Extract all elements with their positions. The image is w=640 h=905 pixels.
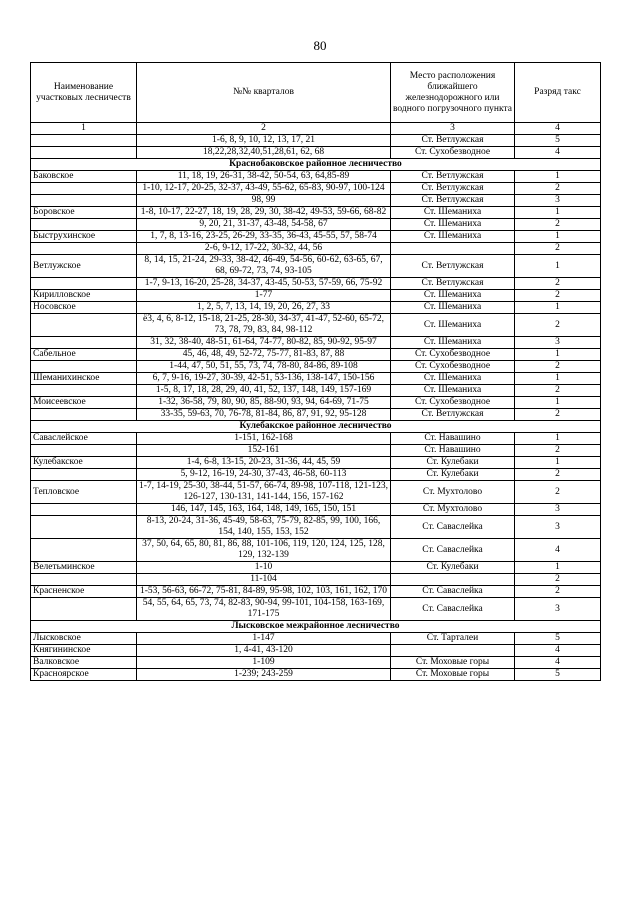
quarters-cell: 1-109 <box>137 657 391 669</box>
forestry-name-cell: Сабельное <box>31 349 137 361</box>
table-row <box>31 361 601 373</box>
section-row <box>31 621 601 633</box>
quarters-cell: 11, 18, 19, 26-31, 38-42, 50-54, 63, 64,85-89 <box>137 171 391 183</box>
forestry-name-cell <box>31 243 137 255</box>
column-number: 1 <box>31 123 137 135</box>
quarters-cell: 18,22,28,32,40,51,28,61, 62, 68 <box>137 147 391 159</box>
quarters-cell: 1-239; 243-259 <box>137 669 391 681</box>
table-row <box>31 255 601 278</box>
tax-category-cell: 3 <box>515 337 601 349</box>
tax-category-cell: 3 <box>515 195 601 207</box>
tax-category-cell: 5 <box>515 669 601 681</box>
table-row <box>31 243 601 255</box>
quarters-cell: 1-10 <box>137 562 391 574</box>
forestry-name-cell: Ветлужское <box>31 255 137 278</box>
tax-category-cell: 5 <box>515 135 601 147</box>
tax-category-cell: 3 <box>515 504 601 516</box>
forestry-name-cell <box>31 147 137 159</box>
tax-category-cell: 2 <box>515 586 601 598</box>
table-row <box>31 397 601 409</box>
forestry-name-cell: Носовское <box>31 302 137 314</box>
section-title: Лысковское межрайонное лесничество <box>31 621 601 633</box>
table-row <box>31 219 601 231</box>
quarters-cell: ё3, 4, 6, 8-12, 15-18, 21-25, 28-30, 34-37, 41-47, 52-60, 65-72, 73, 78, 79, 83, 84, 98-112 <box>137 314 391 337</box>
loading-point-cell: Ст. Моховые горы <box>391 669 515 681</box>
table-row <box>31 290 601 302</box>
forestry-name-cell <box>31 361 137 373</box>
quarters-cell: 1, 7, 8, 13-16, 23-25, 26-29, 33-35, 36-43, 45-55, 57, 58-74 <box>137 231 391 243</box>
tax-category-cell: 2 <box>515 219 601 231</box>
forestry-name-cell <box>31 385 137 397</box>
quarters-cell: 1-7, 14-19, 25-30, 38-44, 51-57, 66-74, 89-98, 107-118, 121-123, 126-127, 130-131, 141-144, 156, 157-162 <box>137 481 391 504</box>
forestry-name-cell <box>31 469 137 481</box>
forestry-name-cell <box>31 504 137 516</box>
forestry-name-cell <box>31 445 137 457</box>
section-row <box>31 159 601 171</box>
tax-category-cell: 2 <box>515 290 601 302</box>
loading-point-cell: Ст. Шеманиха <box>391 207 515 219</box>
table-row <box>31 574 601 586</box>
table-row <box>31 645 601 657</box>
forestry-name-cell: Моисеевское <box>31 397 137 409</box>
table-row <box>31 183 601 195</box>
tax-category-cell: 4 <box>515 657 601 669</box>
quarters-cell: 6, 7, 9-16, 19-27, 30-39, 42-51, 53-136, 138-147, 150-156 <box>137 373 391 385</box>
quarters-cell: 1-44, 47, 50, 51, 55, 73, 74, 78-80, 84-86, 89-108 <box>137 361 391 373</box>
table-row <box>31 135 601 147</box>
header-quarters: №№ кварталов <box>137 63 391 123</box>
section-title: Кулебакское районное лесничество <box>31 421 601 433</box>
table-row <box>31 314 601 337</box>
table-row <box>31 147 601 159</box>
table-body <box>31 135 601 681</box>
tax-category-cell: 4 <box>515 147 601 159</box>
tax-category-cell: 2 <box>515 574 601 586</box>
table-row <box>31 385 601 397</box>
forestry-name-cell <box>31 574 137 586</box>
column-number: 4 <box>515 123 601 135</box>
quarters-cell: 2-6, 9-12, 17-22, 30-32, 44, 56 <box>137 243 391 255</box>
loading-point-cell: Ст. Сухобезводное <box>391 361 515 373</box>
tax-category-cell: 2 <box>515 469 601 481</box>
quarters-cell: 1-10, 12-17, 20-25, 32-37, 43-49, 55-62, 65-83, 90-97, 100-124 <box>137 183 391 195</box>
table-row <box>31 278 601 290</box>
table-row <box>31 481 601 504</box>
loading-point-cell: Ст. Мухтолово <box>391 504 515 516</box>
loading-point-cell: Ст. Ветлужская <box>391 171 515 183</box>
loading-point-cell: Ст. Мухтолово <box>391 481 515 504</box>
quarters-cell: 98, 99 <box>137 195 391 207</box>
quarters-cell: 1, 4-41, 43-120 <box>137 645 391 657</box>
tax-category-cell: 3 <box>515 516 601 539</box>
forestry-name-cell: Лысковское <box>31 633 137 645</box>
loading-point-cell <box>391 243 515 255</box>
loading-point-cell: Ст. Саваслейка <box>391 586 515 598</box>
forestry-name-cell <box>31 337 137 349</box>
table-row <box>31 171 601 183</box>
tax-category-cell: 5 <box>515 633 601 645</box>
quarters-cell: 146, 147, 145, 163, 164, 148, 149, 165, 150, 151 <box>137 504 391 516</box>
tax-category-cell: 2 <box>515 243 601 255</box>
quarters-cell: 1-147 <box>137 633 391 645</box>
table-row <box>31 337 601 349</box>
loading-point-cell: Ст. Навашино <box>391 445 515 457</box>
table-row <box>31 562 601 574</box>
quarters-cell: 1-5, 8, 17, 18, 28, 29, 40, 41, 52, 137, 148, 149, 157-169 <box>137 385 391 397</box>
tax-category-cell: 2 <box>515 183 601 195</box>
table-row <box>31 516 601 539</box>
forestry-name-cell: Тепловское <box>31 481 137 504</box>
loading-point-cell: Ст. Кулебаки <box>391 562 515 574</box>
loading-point-cell: Ст. Тарталеи <box>391 633 515 645</box>
tax-category-cell: 1 <box>515 373 601 385</box>
quarters-cell: 8-13, 20-24, 31-36, 45-49, 58-63, 75-79, 82-85, 99, 100, 166, 154, 140, 155, 153, 152 <box>137 516 391 539</box>
loading-point-cell: Ст. Ветлужская <box>391 278 515 290</box>
loading-point-cell: Ст. Сухобезводное <box>391 397 515 409</box>
forestry-name-cell <box>31 183 137 195</box>
quarters-cell: 54, 55, 64, 65, 73, 74, 82-83, 90-94, 99-101, 104-158, 163-169, 171-175 <box>137 598 391 621</box>
forestry-name-cell: Кулебакское <box>31 457 137 469</box>
header-forestry-name: Наименование участковых лесничеств <box>31 63 137 123</box>
quarters-cell: 1-53, 56-63, 66-72, 75-81, 84-89, 95-98, 102, 103, 161, 162, 170 <box>137 586 391 598</box>
forestry-name-cell <box>31 516 137 539</box>
column-number: 2 <box>137 123 391 135</box>
table-row <box>31 231 601 243</box>
quarters-cell: 152-161 <box>137 445 391 457</box>
tax-category-cell: 1 <box>515 433 601 445</box>
section-title: Краснобаковское районное лесничество <box>31 159 601 171</box>
table-row <box>31 633 601 645</box>
quarters-cell: 33-35, 59-63, 70, 76-78, 81-84, 86, 87, 91, 92, 95-128 <box>137 409 391 421</box>
tax-category-cell: 3 <box>515 598 601 621</box>
loading-point-cell: Ст. Кулебаки <box>391 469 515 481</box>
table-row <box>31 657 601 669</box>
forestry-name-cell: Кирилловское <box>31 290 137 302</box>
tax-category-cell: 1 <box>515 349 601 361</box>
forestry-name-cell <box>31 195 137 207</box>
loading-point-cell: Ст. Сухобезводное <box>391 147 515 159</box>
quarters-cell: 1-8, 10-17, 22-27, 18, 19, 28, 29, 30, 38-42, 49-53, 59-66, 68-82 <box>137 207 391 219</box>
loading-point-cell: Ст. Шеманиха <box>391 219 515 231</box>
page-number: 80 <box>313 38 327 53</box>
header-tax-category: Разряд такс <box>515 63 601 123</box>
loading-point-cell: Ст. Кулебаки <box>391 457 515 469</box>
quarters-cell: 1-151, 162-168 <box>137 433 391 445</box>
tax-category-cell: 1 <box>515 457 601 469</box>
quarters-cell: 1, 2, 5, 7, 13, 14, 19, 20, 26, 27, 33 <box>137 302 391 314</box>
loading-point-cell: Ст. Саваслейка <box>391 598 515 621</box>
quarters-cell: 8, 14, 15, 21-24, 29-33, 38-42, 46-49, 54-56, 60-62, 63-65, 67, 68, 69-72, 73, 74, 93-105 <box>137 255 391 278</box>
forestry-name-cell: Велетьминское <box>31 562 137 574</box>
tax-category-cell: 2 <box>515 481 601 504</box>
loading-point-cell: Ст. Шеманиха <box>391 314 515 337</box>
quarters-cell: 1-6, 8, 9, 10, 12, 13, 17, 21 <box>137 135 391 147</box>
table-row <box>31 457 601 469</box>
header-loading-point: Место расположения ближайшего железнодорожного или водного погрузочного пункта <box>391 63 515 123</box>
table-row <box>31 445 601 457</box>
section-row <box>31 421 601 433</box>
loading-point-cell: Ст. Ветлужская <box>391 183 515 195</box>
loading-point-cell: Ст. Шеманиха <box>391 373 515 385</box>
tax-category-cell: 4 <box>515 539 601 562</box>
table-row <box>31 539 601 562</box>
quarters-cell: 1-32, 36-58, 79, 80, 90, 85, 88-90, 93, 94, 64-69, 71-75 <box>137 397 391 409</box>
table-row <box>31 409 601 421</box>
forestry-name-cell <box>31 598 137 621</box>
loading-point-cell: Ст. Ветлужская <box>391 409 515 421</box>
tax-category-cell: 4 <box>515 645 601 657</box>
forestry-name-cell: Валковское <box>31 657 137 669</box>
forestry-name-cell <box>31 539 137 562</box>
table-row <box>31 669 601 681</box>
table-row <box>31 469 601 481</box>
table-row <box>31 207 601 219</box>
forestry-name-cell: Красненское <box>31 586 137 598</box>
loading-point-cell <box>391 645 515 657</box>
forestry-name-cell <box>31 314 137 337</box>
tax-category-cell: 2 <box>515 314 601 337</box>
loading-point-cell: Ст. Шеманиха <box>391 337 515 349</box>
loading-point-cell: Ст. Моховые горы <box>391 657 515 669</box>
forestry-name-cell <box>31 135 137 147</box>
quarters-cell: 9, 20, 21, 31-37, 43-48, 54-58, 67 <box>137 219 391 231</box>
tax-category-cell: 1 <box>515 171 601 183</box>
tax-category-cell: 2 <box>515 361 601 373</box>
loading-point-cell <box>391 574 515 586</box>
table-row <box>31 349 601 361</box>
table-row <box>31 586 601 598</box>
loading-point-cell: Ст. Навашино <box>391 433 515 445</box>
tax-category-cell: 1 <box>515 255 601 278</box>
loading-point-cell: Ст. Ветлужская <box>391 255 515 278</box>
table-row <box>31 195 601 207</box>
forestry-name-cell: Красноярское <box>31 669 137 681</box>
loading-point-cell: Ст. Шеманиха <box>391 231 515 243</box>
loading-point-cell: Ст. Шеманиха <box>391 302 515 314</box>
table-row <box>31 433 601 445</box>
quarters-cell: 11-104 <box>137 574 391 586</box>
loading-point-cell: Ст. Саваслейка <box>391 516 515 539</box>
table-header-row <box>31 63 601 123</box>
loading-point-cell: Ст. Шеманиха <box>391 290 515 302</box>
table-row <box>31 598 601 621</box>
column-number: 3 <box>391 123 515 135</box>
tax-category-cell: 2 <box>515 445 601 457</box>
quarters-cell: 1-4, 6-8, 13-15, 20-23, 31-36, 44, 45, 59 <box>137 457 391 469</box>
tax-category-cell: 1 <box>515 397 601 409</box>
loading-point-cell: Ст. Саваслейка <box>391 539 515 562</box>
forestry-name-cell: Княгининское <box>31 645 137 657</box>
tax-category-cell: 1 <box>515 562 601 574</box>
forestry-name-cell <box>31 278 137 290</box>
tax-category-cell: 2 <box>515 409 601 421</box>
loading-point-cell: Ст. Ветлужская <box>391 135 515 147</box>
forestry-name-cell <box>31 219 137 231</box>
tax-category-cell: 2 <box>515 278 601 290</box>
forestry-name-cell: Баковское <box>31 171 137 183</box>
forestry-name-cell <box>31 409 137 421</box>
forestry-name-cell: Быструхинское <box>31 231 137 243</box>
column-number-row <box>31 123 601 135</box>
loading-point-cell: Ст. Ветлужская <box>391 195 515 207</box>
table-row <box>31 373 601 385</box>
forestry-name-cell: Боровское <box>31 207 137 219</box>
table-row <box>31 504 601 516</box>
quarters-cell: 45, 46, 48, 49, 52-72, 75-77, 81-83, 87, 88 <box>137 349 391 361</box>
table-row <box>31 302 601 314</box>
loading-point-cell: Ст. Сухобезводное <box>391 349 515 361</box>
quarters-cell: 1-7, 9-13, 16-20, 25-28, 34-37, 43-45, 50-53, 57-59, 66, 75-92 <box>137 278 391 290</box>
loading-point-cell: Ст. Шеманиха <box>391 385 515 397</box>
forestry-name-cell: Шеманихинское <box>31 373 137 385</box>
tax-category-cell: 1 <box>515 302 601 314</box>
forestry-name-cell: Саваслейское <box>31 433 137 445</box>
quarters-cell: 31, 32, 38-40, 48-51, 61-64, 74-77, 80-82, 85, 90-92, 95-97 <box>137 337 391 349</box>
tax-category-cell: 2 <box>515 385 601 397</box>
quarters-cell: 5, 9-12, 16-19, 24-30, 37-43, 46-58, 60-113 <box>137 469 391 481</box>
tax-category-cell: 1 <box>515 231 601 243</box>
forestry-table <box>30 62 601 681</box>
quarters-cell: 1-77 <box>137 290 391 302</box>
tax-category-cell: 1 <box>515 207 601 219</box>
quarters-cell: 37, 50, 64, 65, 80, 81, 86, 88, 101-106, 119, 120, 124, 125, 128, 129, 132-139 <box>137 539 391 562</box>
